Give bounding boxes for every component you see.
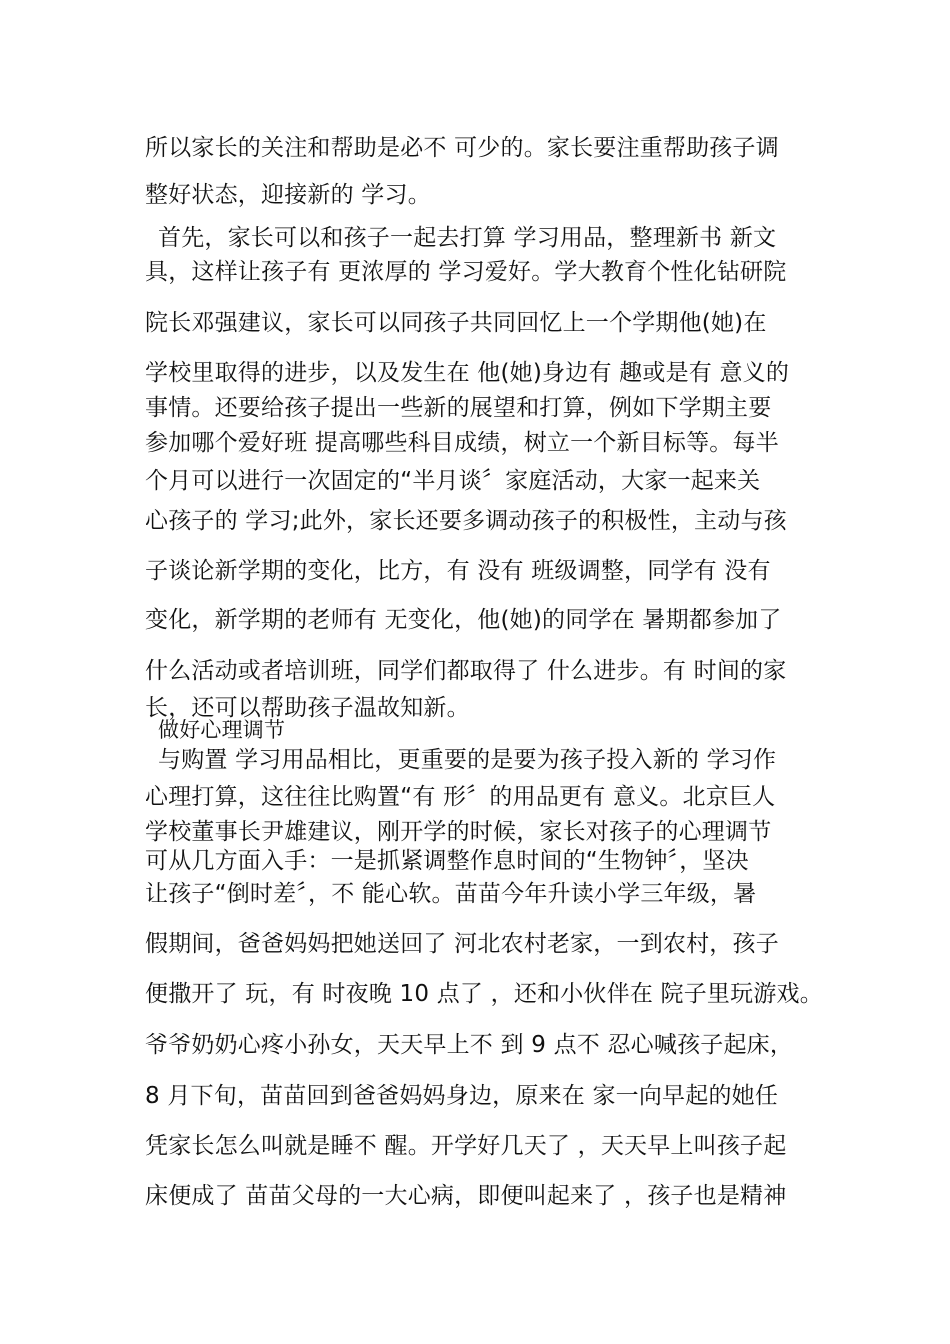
text-line: 床便成了 苗苗父母的一大心病，即便叫起来了 ，孩子也是精神	[145, 1183, 787, 1209]
text-line: 首先，家长可以和孩子一起去打算 学习用品，整理新书 新文	[158, 225, 777, 251]
text-line: 事情。还要给孩子提出一些新的展望和打算，例如下学期主要	[145, 395, 772, 421]
text-line: 具，这样让孩子有 更浓厚的 学习爱好。学大教育个性化钻研院	[145, 259, 787, 285]
text-line: 学校董事长尹雄建议，刚开学的时候，家长对孩子的心理调节	[145, 819, 772, 845]
text-line: 爷爷奶奶心疼小孙女，天天早上不 到 9 点不 忍心喊孩子起床，	[145, 1032, 794, 1058]
text-line: 8 月下旬，苗苗回到爸爸妈妈身边，原来在 家一向早起的她任	[145, 1083, 779, 1109]
text-line: 个月可以进行一次固定的“半月谈〞家庭活动，大家一起来关	[145, 468, 761, 494]
section-heading: 做好心理调节	[158, 718, 286, 742]
text-line: 便撒开了 玩，有 时夜晚 10 点了 ，还和小伙伴在 院子里玩游戏。	[145, 981, 823, 1007]
text-line: 与购置 学习用品相比，更重要的是要为孩子投入新的 学习作	[158, 747, 777, 773]
text-line: 院长邓强建议，家长可以同孩子共同回忆上一个学期他(她)在	[145, 310, 767, 336]
text-line: 心孩子的 学习;此外，家长还要多调动孩子的积极性，主动与孩	[145, 508, 787, 534]
text-line: 参加哪个爱好班 提高哪些科目成绩，树立一个新目标等。每半	[145, 430, 779, 456]
text-line: 什么活动或者培训班，同学们都取得了 什么进步。有 时间的家	[145, 658, 787, 684]
text-line: 心理打算，这往往比购置“有 形〞的用品更有 意义。北京巨人	[145, 784, 776, 810]
text-line: 所以家长的关注和帮助是必不 可少的。家长要注重帮助孩子调	[145, 135, 779, 161]
text-line: 可从几方面入手：一是抓紧调整作息时间的“生物钟〞，坚决	[145, 848, 749, 874]
text-line: 变化，新学期的老师有 无变化，他(她)的同学在 暑期都参加了	[145, 607, 782, 633]
text-line: 长，还可以帮助孩子温故知新。	[145, 695, 470, 721]
text-line: 凭家长怎么叫就是睡不 醒。开学好几天了 ，天天早上叫孩子起	[145, 1133, 787, 1159]
text-line: 整好状态，迎接新的 学习。	[145, 182, 431, 208]
text-line: 子谈论新学期的变化，比方，有 没有 班级调整，同学有 没有	[145, 558, 771, 584]
text-line: 让孩子“倒时差〞，不 能心软。苗苗今年升读小学三年级，暑	[145, 881, 757, 907]
text-line: 学校里取得的进步，以及发生在 他(她)身边有 趣或是有 意义的	[145, 360, 790, 386]
text-line: 假期间，爸爸妈妈把她送回了 河北农村老家，一到农村，孩子	[145, 931, 779, 957]
